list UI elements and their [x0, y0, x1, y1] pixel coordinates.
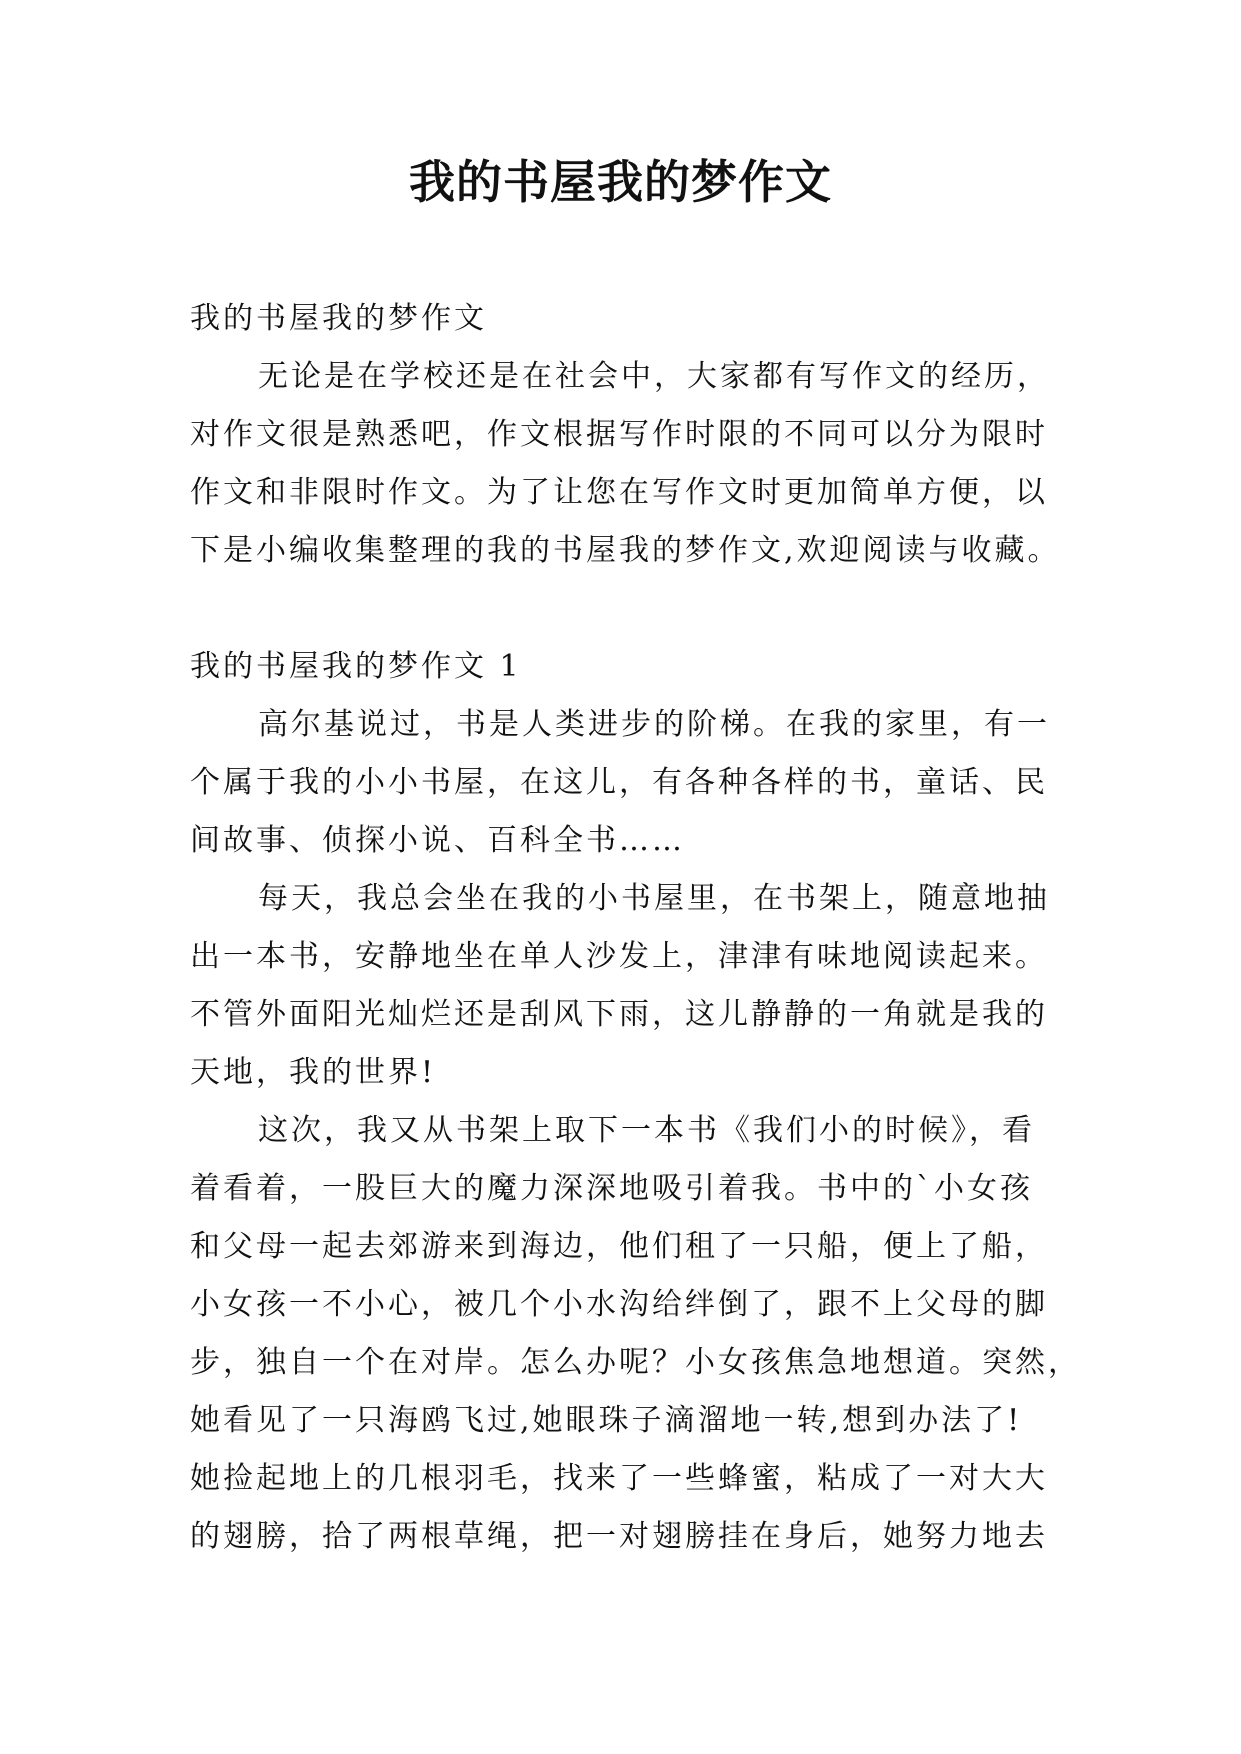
document-title: 我的书屋我的梦作文 [409, 155, 832, 209]
paragraph-line: 出一本书，安静地坐在单人沙发上，津津有味地阅读起来。 [190, 939, 1048, 974]
paragraph-line: 高尔基说过，书是人类进步的阶梯。在我的家里，有一 [258, 707, 1050, 742]
section1-paragraph-2 [190, 870, 1060, 1102]
section-heading: 我的书屋我的梦作文 1 [190, 649, 522, 684]
paragraph-line: 的翅膀，拾了两根草绳，把一对翅膀挂在身后，她努力地去 [190, 1519, 1048, 1554]
paragraph-line: 着看着，一股巨大的魔力深深地吸引着我。书中的`小女孩 [190, 1171, 1033, 1206]
paragraph-line: 每天，我总会坐在我的小书屋里，在书架上，随意地抽 [258, 881, 1050, 916]
intro-line: 作文和非限时作文。为了让您在写作文时更加简单方便，以 [190, 475, 1048, 510]
paragraph-line: 步，独自一个在对岸。怎么办呢？小女孩焦急地想道。突然， [190, 1345, 1081, 1380]
paragraph-line: 她看见了一只海鸥飞过,她眼珠子滴溜地一转,想到办法了! [190, 1403, 1023, 1438]
intro-line: 对作文很是熟悉吧，作文根据写作时限的不同可以分为限时 [190, 417, 1048, 452]
paragraph-line: 不管外面阳光灿烂还是刮风下雨，这儿静静的一角就是我的 [190, 997, 1048, 1032]
intro-paragraph [190, 348, 1060, 580]
paragraph-line: 小女孩一不小心，被几个小水沟给绊倒了，跟不上父母的脚 [190, 1287, 1048, 1322]
document-body [190, 290, 1081, 1566]
section1-paragraph-1 [190, 696, 1060, 870]
section1-paragraph-3 [190, 1102, 1081, 1566]
paragraph-line: 和父母一起去郊游来到海边，他们租了一只船，便上了船， [190, 1229, 1048, 1264]
paragraph-line: 这次，我又从书架上取下一本书《我们小的时候》，看 [258, 1113, 1035, 1148]
paragraph-line: 她捡起地上的几根羽毛，找来了一些蜂蜜，粘成了一对大大 [190, 1461, 1048, 1496]
paragraph-line: 间故事、侦探小说、百科全书…… [190, 823, 685, 858]
intro-line: 无论是在学校还是在社会中，大家都有写作文的经历， [258, 359, 1050, 394]
paragraph-line: 天地，我的世界! [190, 1055, 437, 1090]
intro-line: 下是小编收集整理的我的书屋我的梦作文,欢迎阅读与收藏。 [190, 533, 1061, 568]
article-subtitle: 我的书屋我的梦作文 [190, 301, 487, 336]
paragraph-line: 个属于我的小小书屋，在这儿，有各种各样的书，童话、民 [190, 765, 1048, 800]
paragraph-gap [190, 580, 1060, 638]
